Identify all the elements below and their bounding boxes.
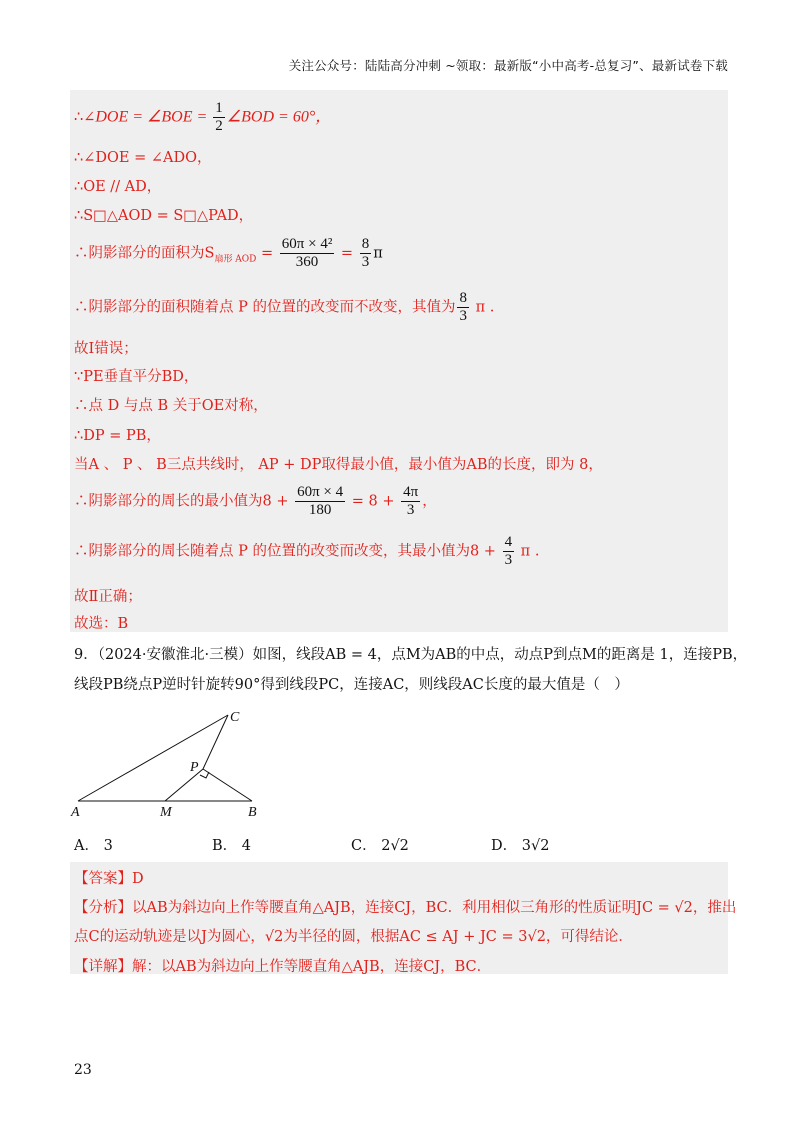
segment-pb: [203, 769, 252, 801]
solution-line-4: ∴S□△AOD = S□△PAD，: [74, 208, 254, 224]
label-c: C: [230, 710, 240, 725]
geometry-figure: [70, 705, 290, 823]
label-b: B: [248, 805, 257, 820]
solution-line-6: ∴阴影部分的面积随着点 P 的位置的改变而不改变，其值为 $\frac{8}{3}$ π .: [74, 290, 495, 324]
page-number: 23: [74, 1062, 92, 1078]
question-line-2: 线段PB绕点P逆时针旋转90°得到线段PC，连接AC，则线段AC长度的最大值是（ ）: [74, 677, 629, 693]
right-angle-mark: [200, 772, 209, 778]
answer-line: 【答案】D: [74, 871, 144, 887]
analysis-line-2: 点C的运动轨迹是以J为圆心，√2为半径的圆，根据AC ≤ AJ + JC = 3√2，可得结论．: [74, 929, 633, 945]
page-header: 关注公众号：陆陆高分冲刺 ~领取：最新版“小中高考-总复习”、最新试卷下载: [288, 58, 728, 73]
solution-line-15: 故选：B: [74, 616, 129, 632]
solution-line-11: 当A 、 P 、 B三点共线时， AP + DP取得最小值，最小值为AB的长度，即为 8，: [74, 457, 603, 473]
question-line-1: 9．（2024·安徽淮北·三模）如图，线段AB = 4，点M为AB的中点，动点P到点M的距离是 1，连接PB，: [74, 647, 748, 663]
label-m: M: [160, 805, 172, 820]
segment-pc: [203, 715, 228, 769]
solution-line-12: ∴阴影部分的周长的最小值为8 + $\frac{60\pi \times 4}{180}$ = 8 + $\frac{4\pi}{3}$ ，: [74, 484, 437, 518]
solution-line-10: ∴DP = PB，: [74, 428, 161, 444]
option-a[interactable]: A． 3: [74, 838, 113, 854]
solution-line-1: ∴∠DOE = ∠BOE = $\frac{1}{2}$ ∠BOD = 60°，: [74, 100, 332, 134]
solution-line-13: ∴阴影部分的周长随着点 P 的位置的改变而改变，其最小值为8 + $\frac{4}{3}$ π .: [74, 534, 540, 568]
solution-line-7: 故Ⅰ错误；: [74, 341, 138, 357]
solution-line-9: ∴点 D 与点 B 关于OE对称，: [74, 398, 268, 414]
segment-ac: [78, 715, 228, 801]
label-p: P: [190, 760, 199, 775]
solution-line-3: ∴OE // AD，: [74, 179, 162, 195]
option-b[interactable]: B． 4: [212, 838, 251, 854]
label-a: A: [71, 805, 80, 820]
solution-line-14: 故Ⅱ正确；: [74, 589, 142, 605]
option-d[interactable]: D． 3√2: [491, 838, 550, 854]
solution-line-8: ∵PE垂直平分BD，: [74, 369, 199, 385]
option-c[interactable]: C． 2√2: [351, 838, 409, 854]
solution-line-5: ∴阴影部分的面积为$S_{扇形 AOD}$ = $\frac{\text{60π × 4²}}{360}$ = $\frac{8}{3}$ π: [74, 236, 383, 270]
analysis-line-1: 【分析】以AB为斜边向上作等腰直角△AJB，连接CJ，BC．利用相似三角形的性质证明JC = √2，推出: [74, 900, 737, 916]
solution-line-2: ∴∠DOE = ∠ADO，: [74, 150, 212, 166]
detail-line: 【详解】解：以AB为斜边向上作等腰直角△AJB，连接CJ，BC．: [74, 959, 492, 975]
